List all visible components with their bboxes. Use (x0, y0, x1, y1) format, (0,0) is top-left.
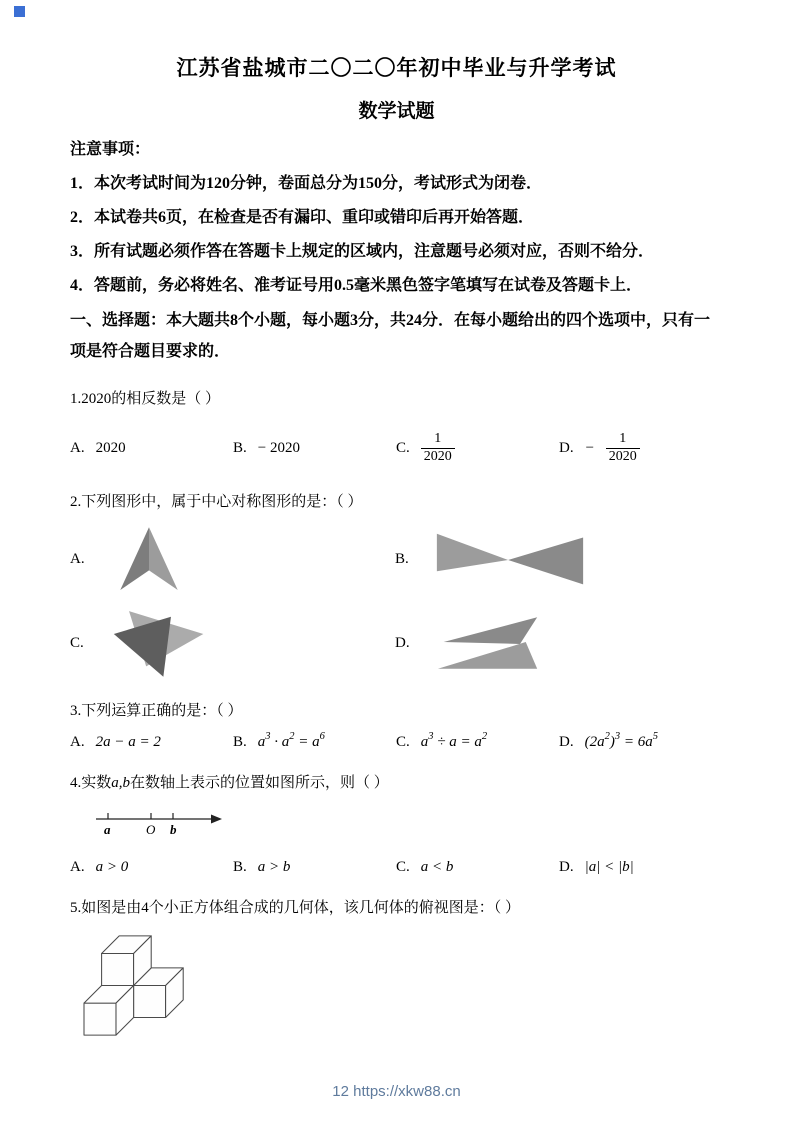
dart-right-half (149, 527, 178, 590)
q5-cubes-figure (76, 931, 723, 1045)
four-cubes-isometric-figure (76, 931, 188, 1040)
q2-options-row-2 (70, 607, 723, 679)
q3-option-c-expression: $a^3 \div a = a^2$ (420, 731, 488, 750)
q2-option-d-label: D. (395, 634, 410, 651)
q4-stem-variables: a,b (111, 775, 131, 791)
q4-option-c-expression: a < b (420, 859, 454, 875)
q3-option-d-expression: $(2a^2)^3 = 6a^5$ (584, 731, 658, 750)
q1-option-b (233, 440, 396, 457)
q2-option-a (70, 525, 395, 593)
stacked-top-triangle (443, 617, 537, 644)
q2-option-c (70, 607, 395, 679)
q4-options (70, 859, 723, 876)
q2-option-c-label: C. (70, 634, 84, 651)
notice-item-2: 2．本试卷共6页，在检查是否有漏印、重印或错印后再开始答题． (70, 209, 535, 226)
q1-option-a (70, 440, 233, 457)
axis-label-origin: O (146, 822, 156, 837)
q2-option-d (395, 615, 723, 671)
overlap-front-triangle (114, 617, 171, 677)
notices-heading: 注意事项： (70, 141, 151, 158)
notice-item-4: 4．答题前，务必将姓名、准考证号用0.5毫米黑色签字笔填写在试卷及答题卡上． (70, 277, 643, 294)
q4-option-b-expression: a > b (257, 859, 291, 875)
q3-stem: 3.下列运算正确的是：（ ） (70, 703, 243, 719)
q1-stem: 1.2020的相反数是（ ） (70, 391, 221, 407)
q3-option-a (70, 734, 233, 751)
q1-option-d-sign: − (584, 439, 595, 456)
q1-option-d-label: D. (559, 439, 574, 456)
q3-option-d-label: D. (559, 734, 574, 750)
q3-option-c (396, 731, 559, 751)
q1-option-a-label: A. (70, 439, 85, 456)
footer-page-link[interactable]: 12 https://xkw88.cn (332, 1083, 461, 1100)
q3-option-c-label: C. (396, 734, 410, 750)
q4-number-line-figure (94, 806, 723, 843)
q1-option-c (396, 431, 559, 464)
q4-option-d-label: D. (559, 859, 574, 875)
axis-label-b: b (170, 822, 177, 837)
bowtie-left-triangle (437, 534, 508, 572)
stacked-triangles-figure (436, 615, 541, 671)
dart-left-half (120, 527, 149, 590)
q3-option-b-expression: $a^3 \cdot a^2 = a^6$ (257, 731, 325, 750)
exam-title: 江苏省盐城市二〇二〇年初中毕业与升学考试 (176, 56, 617, 80)
q4-option-d (559, 859, 723, 876)
q2-option-a-label: A. (70, 550, 85, 567)
notices-block (70, 133, 723, 303)
q4-option-c (396, 859, 559, 876)
q5-stem: 5.如图是由4个小正方体组合成的几何体，该几何体的俯视图是：（ ） (70, 900, 521, 916)
q3-option-b (233, 731, 396, 751)
q1-option-a-value: 2020 (95, 439, 126, 456)
q4-option-a-expression: a > 0 (95, 859, 129, 875)
notice-item-3: 3．所有试题必须作答在答题卡上规定的区域内，注意题号必须对应，否则不给分． (70, 243, 655, 260)
number-line-axis (94, 806, 224, 838)
q4-option-c-label: C. (396, 859, 410, 875)
q1-options (70, 426, 723, 470)
q4-stem: 4.实数a,b在数轴上表示的位置如图所示，则（ ） (70, 775, 389, 791)
exam-subtitle: 数学试题 (358, 101, 435, 122)
q3-option-a-label: A. (70, 734, 85, 750)
q3-options (70, 731, 723, 751)
axis-label-a: a (104, 822, 111, 837)
q4-option-a-label: A. (70, 859, 85, 875)
q4-option-b-label: B. (233, 859, 247, 875)
q1-option-c-label: C. (396, 439, 410, 456)
bowtie-right-triangle (508, 537, 583, 584)
q4-option-b (233, 859, 396, 876)
q1-option-d-fraction: $\frac{1}{2020}$ (606, 431, 640, 464)
q2-stem: 2.下列图形中，属于中心对称图形的是：（ ） (70, 494, 363, 510)
q3-option-b-label: B. (233, 734, 247, 750)
q1-option-d (559, 431, 723, 464)
q3-option-d (559, 731, 723, 751)
q1-option-b-value: − 2020 (257, 439, 300, 456)
overlapping-triangles-figure (110, 607, 210, 679)
q1-option-c-fraction: $\frac{1}{2020}$ (421, 431, 455, 464)
axis-arrowhead (211, 815, 222, 824)
q1-option-b-label: B. (233, 439, 247, 456)
dart-arrow-figure (111, 525, 187, 593)
q2-option-b (395, 528, 723, 590)
section-one-heading: 一、选择题：本大题共8个小题，每小题3分，共24分．在每小题给出的四个选项中，只有一项是符合题目要求的． (70, 312, 711, 360)
stacked-bottom-triangle (438, 642, 537, 669)
q2-options-row-1 (70, 525, 723, 593)
notice-item-1: 1．本次考试时间为120分钟，卷面总分为150分，考试形式为闭卷． (70, 175, 543, 192)
corner-marker (14, 6, 25, 17)
q4-option-d-expression: |a| < |b| (584, 859, 634, 875)
q2-option-b-label: B. (395, 550, 409, 567)
bowtie-figure (435, 528, 585, 590)
q3-option-a-expression: 2a − a = 2 (95, 734, 161, 750)
q4-option-a (70, 859, 233, 876)
